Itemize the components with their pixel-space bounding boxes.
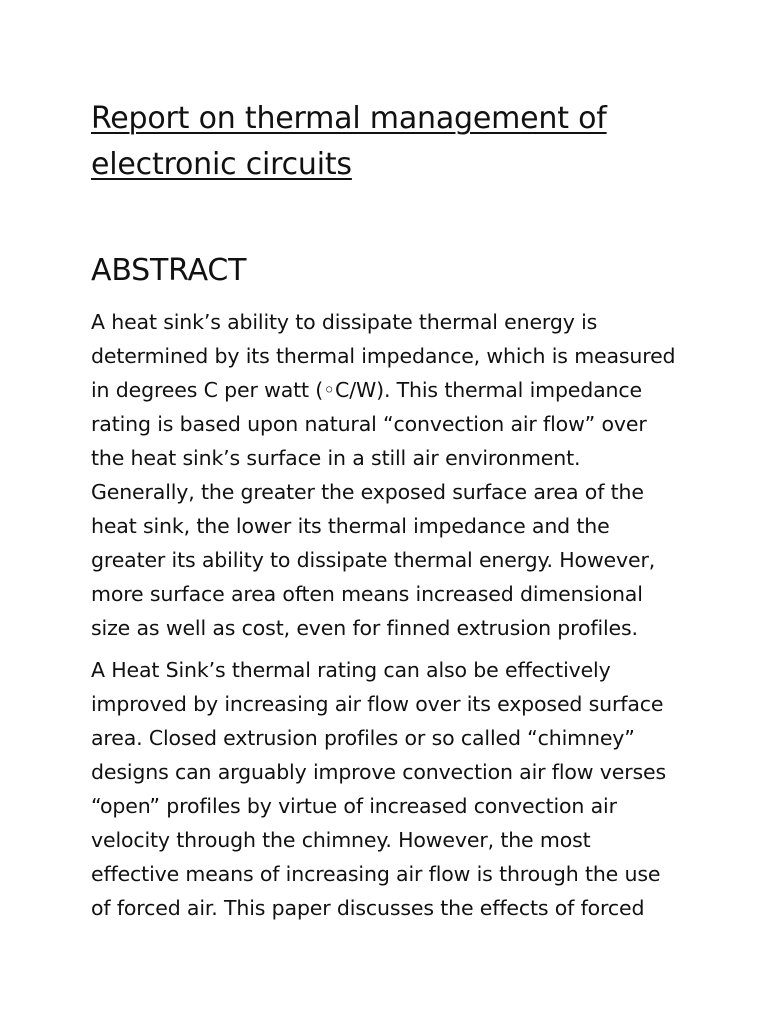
paragraph-line: A Heat Sink’s thermal rating can also be effectively (91, 658, 611, 682)
paragraph-line: “open” profiles by virtue of increased convection air (91, 794, 617, 818)
paragraph-line: effective means of increasing air flow is through the use (91, 862, 661, 886)
paragraph-line: A heat sink’s ability to dissipate thermal energy is (91, 310, 598, 334)
abstract-paragraph-2 (91, 653, 731, 925)
paragraph-line: velocity through the chimney. However, the most (91, 828, 591, 852)
title-line: electronic circuits (91, 147, 352, 182)
paragraph-line: of forced air. This paper discusses the effects of forced (91, 896, 645, 920)
paragraph-line: size as well as cost, even for finned extrusion profiles. (91, 616, 638, 640)
paragraph-line: determined by its thermal impedance, which is measured (91, 344, 676, 368)
paragraph-line: heat sink, the lower its thermal impedance and the (91, 514, 610, 538)
title-line: Report on thermal management of (91, 101, 607, 136)
paragraph-line: greater its ability to dissipate thermal energy. However, (91, 548, 656, 572)
abstract-paragraph-1 (91, 305, 731, 645)
paragraph-line: rating is based upon natural “convection air flow” over (91, 412, 647, 436)
paragraph-line: Generally, the greater the exposed surface area of the (91, 480, 644, 504)
paragraph-line: in degrees C per watt (◦C/W). This thermal impedance (91, 378, 642, 402)
paragraph-line: more surface area often means increased dimensional (91, 582, 643, 606)
paragraph-line: improved by increasing air flow over its exposed surface (91, 692, 664, 716)
document-title (91, 96, 691, 188)
paragraph-line: area. Closed extrusion profiles or so called “chimney” (91, 726, 635, 750)
abstract-heading: ABSTRACT (91, 253, 247, 288)
paragraph-line: designs can arguably improve convection air flow verses (91, 760, 666, 784)
paragraph-line: the heat sink’s surface in a still air environment. (91, 446, 581, 470)
